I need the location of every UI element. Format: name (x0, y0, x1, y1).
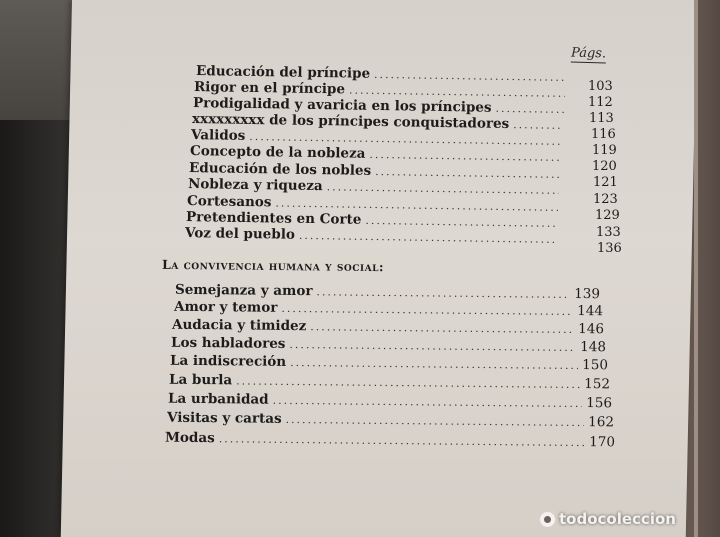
toc-entry (165, 430, 615, 452)
watermark (540, 510, 676, 528)
toc-entry-label: Amor y temor (173, 298, 278, 316)
leader-dots (299, 229, 556, 246)
page-number: 133 (596, 225, 621, 240)
page-number: 162 (588, 414, 615, 431)
toc-entry-label: Educación del príncipe (195, 63, 371, 82)
leader-dots (290, 356, 578, 372)
leader-dots (369, 148, 561, 164)
toc-entry-label: Rigor en el príncipe (193, 79, 346, 98)
leader-dots (327, 180, 560, 197)
page-number: 103 (588, 79, 613, 94)
leader-dots (289, 338, 576, 354)
page-number: 112 (588, 95, 613, 110)
toc-entry-label: Voz del pueblo (184, 225, 296, 243)
page-number: 144 (577, 302, 604, 320)
page-number: 146 (578, 320, 605, 338)
toc-entry-label: La indiscreción (169, 352, 287, 370)
page-number: 152 (584, 376, 611, 393)
page-number: 156 (586, 395, 613, 412)
leader-dots (236, 374, 580, 391)
leader-dots (219, 432, 586, 449)
toc-entry (167, 410, 614, 432)
leader-dots (513, 118, 563, 132)
leader-dots (281, 302, 573, 318)
toc-entry-label: Educación de los nobles (188, 160, 372, 179)
leader-dots (495, 102, 564, 116)
toc-entry-label: Nobleza y riqueza (187, 176, 323, 195)
toc-entry-label: Cortesanos (186, 193, 272, 211)
toc-entry-label: Visitas y cartas (166, 409, 282, 427)
toc-entry (168, 391, 612, 413)
page-number: 136 (597, 241, 622, 256)
toc-entry-label: xxxxxxxxx de los príncipes conquistadores (191, 111, 510, 133)
toc-entry-label: Pretendientes en Corte (185, 209, 362, 228)
watermark-logo-icon (540, 512, 555, 527)
page-number: 116 (591, 127, 616, 142)
page-number: 121 (593, 175, 618, 190)
pages-header: Págs. (570, 45, 607, 62)
leader-dots (310, 320, 574, 336)
toc-entry-label: Audacia y timidez (171, 316, 307, 335)
page-number: 119 (592, 143, 617, 158)
leader-dots (286, 413, 585, 429)
page-number: 150 (582, 357, 609, 374)
toc-entry-label: La burla (168, 371, 233, 389)
toc-entry-label: Semejanza y amor (174, 281, 313, 300)
toc-entry-label: Los habladores (170, 334, 286, 352)
page-number: 129 (595, 208, 620, 223)
page-number: 113 (589, 111, 614, 126)
toc-entry-label: Prodigalidad y avaricia en los príncipes (192, 95, 492, 116)
watermark-text: todocoleccion (559, 510, 676, 528)
page-number: 120 (592, 159, 617, 174)
page-number: 123 (593, 192, 618, 207)
toc-entry (169, 372, 610, 394)
section-heading: La convivencia humana y social: (161, 256, 385, 275)
page-number: 139 (574, 285, 601, 303)
toc-entry-label: Validos (190, 127, 246, 144)
page-number: 170 (589, 434, 616, 451)
page-number: 148 (580, 339, 607, 356)
leader-dots (273, 394, 583, 410)
toc-entry-label: Modas (164, 429, 215, 447)
toc-entry-label: Concepto de la nobleza (189, 143, 366, 162)
toc-entry-label: La urbanidad (167, 390, 269, 408)
toc-entry (170, 353, 608, 375)
leader-dots (316, 285, 570, 301)
